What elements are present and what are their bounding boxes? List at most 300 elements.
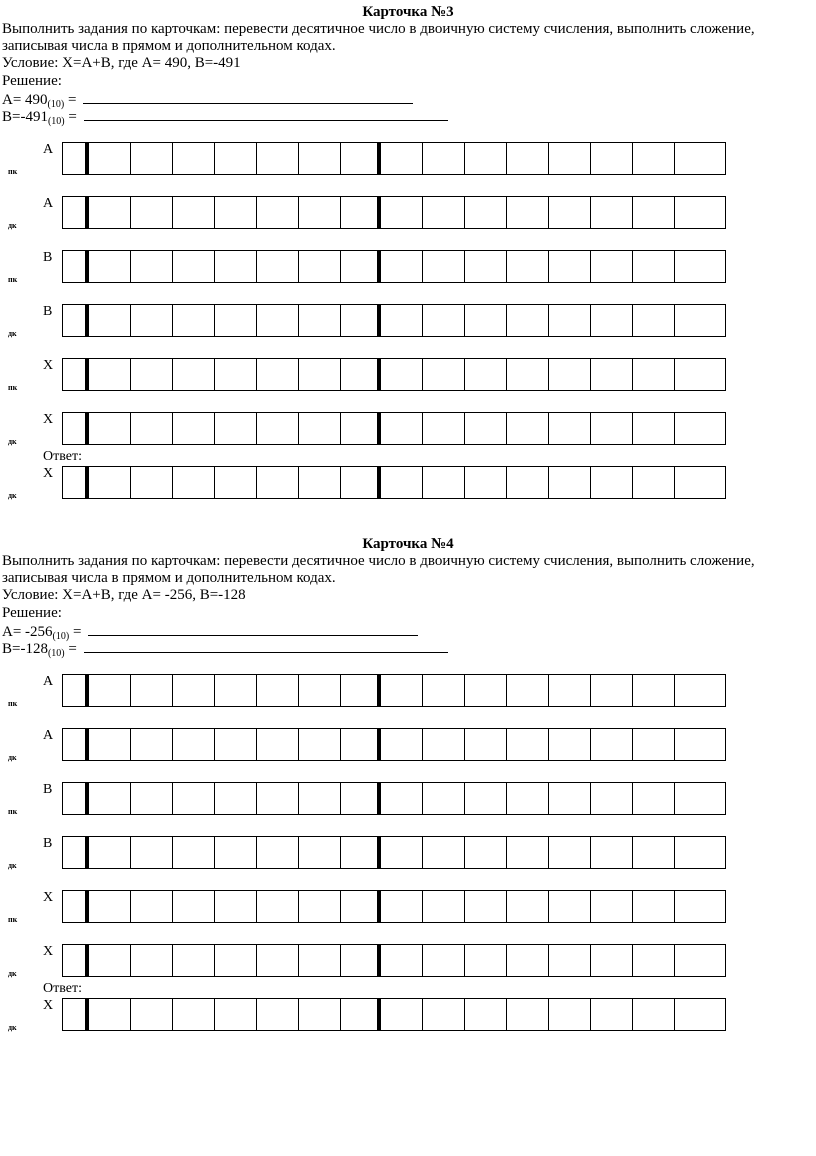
a-value: A= -256 xyxy=(2,624,53,640)
bit-cell[interactable] xyxy=(173,999,215,1030)
task-text-line1: Выполнить задания по карточкам: перевести десятичное число в двоичную систему счисления, выполнить сложение, xyxy=(2,21,755,37)
row-code-label: дк xyxy=(8,969,17,978)
bit-cell[interactable] xyxy=(131,891,173,922)
sign-bit-cell[interactable] xyxy=(63,837,89,868)
card-title: Карточка №3 xyxy=(362,4,454,20)
bit-cell[interactable] xyxy=(591,783,633,814)
bit-cell[interactable] xyxy=(257,197,299,228)
code-row xyxy=(0,781,816,821)
sign-bit-cell[interactable] xyxy=(63,305,89,336)
bit-cell[interactable] xyxy=(341,729,381,760)
bit-cell[interactable] xyxy=(591,837,633,868)
row-variable-label: X xyxy=(43,358,54,373)
bit-cell[interactable] xyxy=(549,467,591,498)
bit-cell[interactable] xyxy=(591,467,633,498)
bit-cell[interactable] xyxy=(173,783,215,814)
bit-cell[interactable] xyxy=(633,251,675,282)
bit-cell[interactable] xyxy=(423,675,465,706)
b-decimal-line xyxy=(2,107,448,127)
bit-cell[interactable] xyxy=(89,999,131,1030)
bit-cell[interactable] xyxy=(299,675,341,706)
bit-cell[interactable] xyxy=(173,359,215,390)
bit-cell[interactable] xyxy=(549,305,591,336)
row-code-label: пк xyxy=(8,383,18,392)
bit-cell[interactable] xyxy=(131,729,173,760)
bit-cell[interactable] xyxy=(591,197,633,228)
bit-cell[interactable] xyxy=(507,783,549,814)
bit-cell[interactable] xyxy=(633,143,675,174)
bit-cell[interactable] xyxy=(215,413,257,444)
sign-bit-cell[interactable] xyxy=(63,467,89,498)
answer-label: Ответ: xyxy=(43,981,82,996)
bit-cell[interactable] xyxy=(257,251,299,282)
sign-bit-cell[interactable] xyxy=(63,999,89,1030)
bit-cell[interactable] xyxy=(257,413,299,444)
bit-grid xyxy=(62,998,726,1031)
bit-cell[interactable] xyxy=(465,837,507,868)
bit-cell[interactable] xyxy=(675,945,717,976)
task-text-line2: записывая числа в прямом и дополнительном кодах. xyxy=(2,570,336,586)
equals-sign: = xyxy=(64,109,81,125)
bit-cell[interactable] xyxy=(131,251,173,282)
bit-cell[interactable] xyxy=(549,413,591,444)
bit-cell[interactable] xyxy=(173,675,215,706)
bit-grid xyxy=(62,944,726,977)
code-row xyxy=(0,943,816,983)
bit-cell[interactable] xyxy=(633,675,675,706)
bit-cell[interactable] xyxy=(507,729,549,760)
bit-cell[interactable] xyxy=(423,729,465,760)
bit-cell[interactable] xyxy=(633,999,675,1030)
bit-cell[interactable] xyxy=(299,251,341,282)
bit-cell[interactable] xyxy=(131,305,173,336)
bit-cell[interactable] xyxy=(633,413,675,444)
sign-bit-cell[interactable] xyxy=(63,251,89,282)
bit-grid xyxy=(62,142,726,175)
bit-cell[interactable] xyxy=(341,999,381,1030)
code-row xyxy=(0,249,816,289)
bit-grid xyxy=(62,674,726,707)
bit-cell[interactable] xyxy=(633,783,675,814)
bit-grid xyxy=(62,728,726,761)
bit-cell[interactable] xyxy=(131,675,173,706)
b-binary-answer-line[interactable] xyxy=(84,639,448,653)
bit-cell[interactable] xyxy=(299,143,341,174)
bit-cell[interactable] xyxy=(89,729,131,760)
bit-cell[interactable] xyxy=(341,467,381,498)
bit-cell[interactable] xyxy=(591,729,633,760)
equals-sign: = xyxy=(64,92,81,108)
bit-cell[interactable] xyxy=(257,945,299,976)
bit-cell[interactable] xyxy=(465,783,507,814)
bit-cell[interactable] xyxy=(131,945,173,976)
bit-cell[interactable] xyxy=(549,359,591,390)
bit-cell[interactable] xyxy=(215,143,257,174)
bit-cell[interactable] xyxy=(423,305,465,336)
row-variable-label: A xyxy=(43,674,54,689)
b-value: B=-128 xyxy=(2,641,48,657)
bit-cell[interactable] xyxy=(299,467,341,498)
bit-cell[interactable] xyxy=(257,729,299,760)
bit-cell[interactable] xyxy=(381,675,423,706)
bit-cell[interactable] xyxy=(423,999,465,1030)
bit-cell[interactable] xyxy=(465,891,507,922)
b-value: B=-491 xyxy=(2,109,48,125)
bit-cell[interactable] xyxy=(381,945,423,976)
bit-cell[interactable] xyxy=(89,837,131,868)
code-row xyxy=(0,889,816,929)
row-code-label: дк xyxy=(8,329,17,338)
bit-cell[interactable] xyxy=(423,945,465,976)
bit-cell[interactable] xyxy=(257,359,299,390)
code-row xyxy=(0,303,816,343)
row-code-label: дк xyxy=(8,221,17,230)
bit-cell[interactable] xyxy=(299,891,341,922)
b-binary-answer-line[interactable] xyxy=(84,107,448,121)
card-title: Карточка №4 xyxy=(362,536,454,552)
bit-cell[interactable] xyxy=(675,413,717,444)
bit-cell[interactable] xyxy=(549,675,591,706)
sign-bit-cell[interactable] xyxy=(63,413,89,444)
bit-cell[interactable] xyxy=(381,467,423,498)
bit-cell[interactable] xyxy=(381,891,423,922)
row-code-label: дк xyxy=(8,753,17,762)
row-code-label: дк xyxy=(8,437,17,446)
bit-cell[interactable] xyxy=(465,305,507,336)
bit-cell[interactable] xyxy=(465,251,507,282)
bit-cell[interactable] xyxy=(549,251,591,282)
bit-cell[interactable] xyxy=(675,783,717,814)
bit-cell[interactable] xyxy=(299,945,341,976)
bit-cell[interactable] xyxy=(549,945,591,976)
bit-cell[interactable] xyxy=(507,197,549,228)
sign-bit-cell[interactable] xyxy=(63,783,89,814)
bit-cell[interactable] xyxy=(215,729,257,760)
bit-grid xyxy=(62,890,726,923)
bit-cell[interactable] xyxy=(675,467,717,498)
row-code-label: дк xyxy=(8,491,17,500)
bit-cell[interactable] xyxy=(341,143,381,174)
bit-cell[interactable] xyxy=(633,305,675,336)
bit-grid xyxy=(62,782,726,815)
bit-cell[interactable] xyxy=(341,891,381,922)
sign-bit-cell[interactable] xyxy=(63,945,89,976)
code-row xyxy=(0,465,816,505)
bit-grid xyxy=(62,250,726,283)
bit-cell[interactable] xyxy=(549,837,591,868)
bit-grid xyxy=(62,836,726,869)
bit-cell[interactable] xyxy=(131,197,173,228)
bit-cell[interactable] xyxy=(89,675,131,706)
bit-grid xyxy=(62,304,726,337)
bit-cell[interactable] xyxy=(633,197,675,228)
bit-cell[interactable] xyxy=(89,891,131,922)
bit-grid xyxy=(62,196,726,229)
bit-cell[interactable] xyxy=(257,305,299,336)
bit-cell[interactable] xyxy=(173,143,215,174)
row-code-label: пк xyxy=(8,915,18,924)
bit-cell[interactable] xyxy=(423,251,465,282)
bit-cell[interactable] xyxy=(465,143,507,174)
bit-cell[interactable] xyxy=(89,143,131,174)
bit-cell[interactable] xyxy=(257,675,299,706)
bit-cell[interactable] xyxy=(299,359,341,390)
base-subscript: (10) xyxy=(47,99,65,110)
bit-cell[interactable] xyxy=(299,783,341,814)
row-code-label: дк xyxy=(8,1023,17,1032)
bit-cell[interactable] xyxy=(675,675,717,706)
bit-cell[interactable] xyxy=(675,891,717,922)
bit-cell[interactable] xyxy=(131,143,173,174)
bit-cell[interactable] xyxy=(591,999,633,1030)
bit-cell[interactable] xyxy=(675,251,717,282)
bit-cell[interactable] xyxy=(423,197,465,228)
bit-cell[interactable] xyxy=(675,359,717,390)
solution-label: Решение: xyxy=(2,73,62,89)
bit-cell[interactable] xyxy=(341,945,381,976)
bit-cell[interactable] xyxy=(507,305,549,336)
bit-cell[interactable] xyxy=(257,891,299,922)
bit-cell[interactable] xyxy=(89,197,131,228)
bit-cell[interactable] xyxy=(381,783,423,814)
bit-cell[interactable] xyxy=(299,413,341,444)
sign-bit-cell[interactable] xyxy=(63,359,89,390)
bit-cell[interactable] xyxy=(299,197,341,228)
bit-cell[interactable] xyxy=(549,999,591,1030)
bit-cell[interactable] xyxy=(423,359,465,390)
bit-cell[interactable] xyxy=(341,413,381,444)
bit-cell[interactable] xyxy=(675,197,717,228)
sign-bit-cell[interactable] xyxy=(63,197,89,228)
bit-cell[interactable] xyxy=(507,359,549,390)
bit-cell[interactable] xyxy=(131,999,173,1030)
bit-cell[interactable] xyxy=(633,467,675,498)
bit-cell[interactable] xyxy=(341,197,381,228)
a-binary-answer-line[interactable] xyxy=(88,622,418,636)
row-variable-label: A xyxy=(43,142,54,157)
bit-cell[interactable] xyxy=(507,999,549,1030)
bit-cell[interactable] xyxy=(423,413,465,444)
row-code-label: дк xyxy=(8,861,17,870)
bit-cell[interactable] xyxy=(381,143,423,174)
answer-label: Ответ: xyxy=(43,449,82,464)
bit-cell[interactable] xyxy=(173,891,215,922)
bit-cell[interactable] xyxy=(675,999,717,1030)
bit-cell[interactable] xyxy=(89,251,131,282)
row-variable-label: X xyxy=(43,412,54,427)
bit-cell[interactable] xyxy=(215,359,257,390)
code-row xyxy=(0,411,816,451)
condition-text: Условие: X=A+B, где A= -256, B=-128 xyxy=(2,587,246,603)
bit-cell[interactable] xyxy=(507,891,549,922)
bit-cell[interactable] xyxy=(591,675,633,706)
bit-cell[interactable] xyxy=(215,675,257,706)
bit-cell[interactable] xyxy=(173,305,215,336)
bit-cell[interactable] xyxy=(549,197,591,228)
bit-cell[interactable] xyxy=(423,837,465,868)
bit-cell[interactable] xyxy=(591,251,633,282)
bit-cell[interactable] xyxy=(507,837,549,868)
bit-cell[interactable] xyxy=(215,999,257,1030)
bit-cell[interactable] xyxy=(381,837,423,868)
bit-cell[interactable] xyxy=(633,729,675,760)
bit-cell[interactable] xyxy=(89,467,131,498)
code-row xyxy=(0,835,816,875)
equals-sign: = xyxy=(64,641,81,657)
bit-cell[interactable] xyxy=(423,467,465,498)
bit-cell[interactable] xyxy=(465,197,507,228)
bit-cell[interactable] xyxy=(507,675,549,706)
row-code-label: пк xyxy=(8,807,18,816)
bit-cell[interactable] xyxy=(215,783,257,814)
base-subscript: (10) xyxy=(47,648,65,659)
bit-cell[interactable] xyxy=(549,729,591,760)
bit-cell[interactable] xyxy=(131,413,173,444)
bit-cell[interactable] xyxy=(173,837,215,868)
bit-cell[interactable] xyxy=(549,143,591,174)
bit-cell[interactable] xyxy=(633,837,675,868)
bit-cell[interactable] xyxy=(591,945,633,976)
bit-cell[interactable] xyxy=(299,729,341,760)
b-decimal-line xyxy=(2,639,448,659)
bit-cell[interactable] xyxy=(507,143,549,174)
bit-cell[interactable] xyxy=(465,413,507,444)
bit-cell[interactable] xyxy=(507,413,549,444)
bit-cell[interactable] xyxy=(341,251,381,282)
bit-grid xyxy=(62,358,726,391)
bit-cell[interactable] xyxy=(381,197,423,228)
bit-cell[interactable] xyxy=(299,837,341,868)
bit-cell[interactable] xyxy=(341,359,381,390)
row-variable-label: X xyxy=(43,944,54,959)
row-variable-label: X xyxy=(43,466,54,481)
bit-cell[interactable] xyxy=(89,945,131,976)
task-text-line1: Выполнить задания по карточкам: перевести десятичное число в двоичную систему счисления, выполнить сложение, xyxy=(2,553,755,569)
bit-cell[interactable] xyxy=(381,305,423,336)
bit-cell[interactable] xyxy=(465,729,507,760)
bit-cell[interactable] xyxy=(591,359,633,390)
row-variable-label: B xyxy=(43,782,53,797)
row-variable-label: X xyxy=(43,998,54,1013)
row-variable-label: B xyxy=(43,250,53,265)
base-subscript: (10) xyxy=(52,631,70,642)
bit-cell[interactable] xyxy=(215,251,257,282)
bit-cell[interactable] xyxy=(381,251,423,282)
bit-cell[interactable] xyxy=(215,891,257,922)
bit-cell[interactable] xyxy=(89,783,131,814)
bit-cell[interactable] xyxy=(633,359,675,390)
bit-cell[interactable] xyxy=(507,945,549,976)
bit-cell[interactable] xyxy=(257,999,299,1030)
row-variable-label: X xyxy=(43,890,54,905)
bit-cell[interactable] xyxy=(675,729,717,760)
bit-cell[interactable] xyxy=(215,467,257,498)
bit-cell[interactable] xyxy=(257,143,299,174)
bit-cell[interactable] xyxy=(215,305,257,336)
bit-grid xyxy=(62,412,726,445)
bit-cell[interactable] xyxy=(173,251,215,282)
bit-grid xyxy=(62,466,726,499)
bit-cell[interactable] xyxy=(591,413,633,444)
sign-bit-cell[interactable] xyxy=(63,891,89,922)
bit-cell[interactable] xyxy=(173,197,215,228)
bit-cell[interactable] xyxy=(423,891,465,922)
bit-cell[interactable] xyxy=(173,945,215,976)
sign-bit-cell[interactable] xyxy=(63,729,89,760)
bit-cell[interactable] xyxy=(507,467,549,498)
bit-cell[interactable] xyxy=(549,783,591,814)
bit-cell[interactable] xyxy=(465,467,507,498)
bit-cell[interactable] xyxy=(465,999,507,1030)
a-value: A= 490 xyxy=(2,92,48,108)
bit-cell[interactable] xyxy=(257,467,299,498)
solution-label: Решение: xyxy=(2,605,62,621)
bit-cell[interactable] xyxy=(257,837,299,868)
bit-cell[interactable] xyxy=(507,251,549,282)
row-variable-label: A xyxy=(43,728,54,743)
bit-cell[interactable] xyxy=(675,837,717,868)
equals-sign: = xyxy=(69,624,86,640)
bit-cell[interactable] xyxy=(549,891,591,922)
bit-cell[interactable] xyxy=(131,359,173,390)
bit-cell[interactable] xyxy=(675,305,717,336)
bit-cell[interactable] xyxy=(131,837,173,868)
bit-cell[interactable] xyxy=(591,305,633,336)
bit-cell[interactable] xyxy=(465,359,507,390)
bit-cell[interactable] xyxy=(423,783,465,814)
sign-bit-cell[interactable] xyxy=(63,143,89,174)
bit-cell[interactable] xyxy=(341,783,381,814)
bit-cell[interactable] xyxy=(257,783,299,814)
bit-cell[interactable] xyxy=(633,945,675,976)
bit-cell[interactable] xyxy=(381,729,423,760)
row-variable-label: B xyxy=(43,304,53,319)
bit-cell[interactable] xyxy=(381,359,423,390)
sign-bit-cell[interactable] xyxy=(63,675,89,706)
bit-cell[interactable] xyxy=(299,305,341,336)
task-text-line2: записывая числа в прямом и дополнительном кодах. xyxy=(2,38,336,54)
bit-cell[interactable] xyxy=(89,359,131,390)
a-binary-answer-line[interactable] xyxy=(83,90,413,104)
bit-cell[interactable] xyxy=(341,675,381,706)
bit-cell[interactable] xyxy=(591,143,633,174)
bit-cell[interactable] xyxy=(89,305,131,336)
bit-cell[interactable] xyxy=(215,837,257,868)
bit-cell[interactable] xyxy=(465,945,507,976)
bit-cell[interactable] xyxy=(215,945,257,976)
bit-cell[interactable] xyxy=(591,891,633,922)
row-variable-label: B xyxy=(43,836,53,851)
bit-cell[interactable] xyxy=(131,783,173,814)
code-row xyxy=(0,997,816,1037)
bit-cell[interactable] xyxy=(215,197,257,228)
bit-cell[interactable] xyxy=(89,413,131,444)
bit-cell[interactable] xyxy=(173,729,215,760)
bit-cell[interactable] xyxy=(341,837,381,868)
row-code-label: пк xyxy=(8,699,18,708)
bit-cell[interactable] xyxy=(341,305,381,336)
bit-cell[interactable] xyxy=(131,467,173,498)
bit-cell[interactable] xyxy=(299,999,341,1030)
bit-cell[interactable] xyxy=(381,999,423,1030)
bit-cell[interactable] xyxy=(381,413,423,444)
bit-cell[interactable] xyxy=(423,143,465,174)
bit-cell[interactable] xyxy=(465,675,507,706)
bit-cell[interactable] xyxy=(173,467,215,498)
bit-cell[interactable] xyxy=(173,413,215,444)
bit-cell[interactable] xyxy=(633,891,675,922)
bit-cell[interactable] xyxy=(675,143,717,174)
